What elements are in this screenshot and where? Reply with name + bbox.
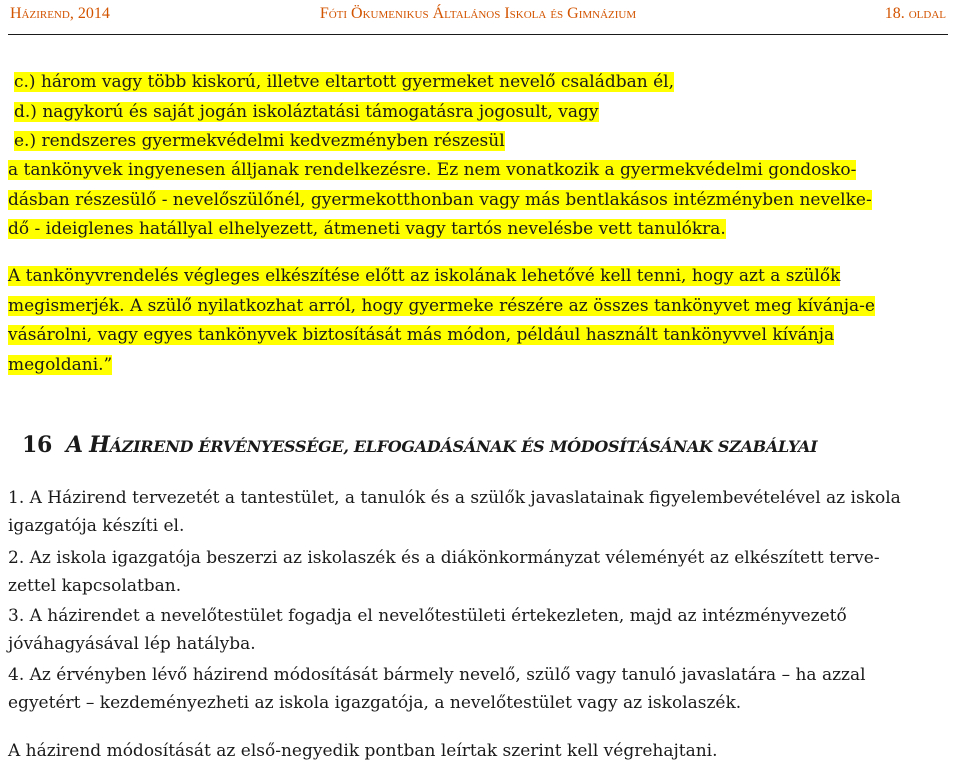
page-header <box>8 0 948 35</box>
item-4-line-1: 4. Az érvényben lévő házirend módosítását bármely nevelő, szülő vagy tanuló javaslatára – ha azzal <box>8 665 866 685</box>
p2-line-3: vásárolni, vagy egyes tankönyvek biztosítását más módon, például használt tankönyvvel kívánja <box>8 325 835 345</box>
header-school-name: Fóti Ökumenikus Általános Iskola és Gimnázium <box>319 5 637 22</box>
item-2-line-2: zettel kapcsolatban. <box>8 576 182 596</box>
item-2-line-1: 2. Az iskola igazgatója beszerzi az iskolaszék és a diákönkormányzat véleményét az elkészített terve- <box>8 548 880 568</box>
header-page-number: 18. oldal <box>884 5 946 22</box>
p1-line-2: d.) nagykorú és saját jogán iskoláztatási támogatásra jogosult, vagy <box>14 102 599 122</box>
section-number: 16 <box>22 432 53 458</box>
header-left: Házirend, 2014 <box>10 5 110 22</box>
p1-line-6: dő - ideiglenes hatállyal elhelyezett, átmeneti vagy tartós nevelésbe vett tanulókra. <box>8 219 726 239</box>
p1-line-5: dásban részesülő - nevelőszülőnél, gyermekotthonban vagy más bentlakásos intézményben nevelke- <box>8 190 872 210</box>
item-1-line-2: igazgatója készíti el. <box>8 516 185 536</box>
item-1-line-1: 1. A Házirend tervezetét a tantestület, a tanulók és a szülők javaslatainak figyelembevételével az iskola <box>8 488 901 508</box>
p1-line-1: c.) három vagy több kiskorú, illetve eltartott gyermeket nevelő családban él, <box>14 72 674 92</box>
section-title <box>22 432 817 458</box>
item-3-line-1: 3. A házirendet a nevelőtestület fogadja el nevelőtestületi értekezleten, majd az intézményvezető <box>8 606 847 626</box>
section-title-cap-h: H <box>89 432 110 458</box>
p2-line-2: megismerjék. A szülő nyilatkozhat arról, hogy gyermeke részére az összes tankönyvet meg kívánja-e <box>8 296 875 316</box>
p2-line-1: A tankönyvrendelés végleges elkészítése előtt az iskolának lehetővé kell tenni, hogy azt a szülők <box>8 266 841 286</box>
p1-line-3: e.) rendszeres gyermekvédelmi kedvezményben részesül <box>14 131 505 151</box>
p2-line-4: megoldani.” <box>8 355 113 375</box>
item-3-line-2: jóváhagyásával lép hatályba. <box>8 634 256 654</box>
p1-line-4: a tankönyvek ingyenesen álljanak rendelkezésre. Ez nem vonatkozik a gyermekvédelmi gondosko- <box>8 160 857 180</box>
section-title-rest: ÁZIREND ÉRVÉNYESSÉGE, ELFOGADÁSÁNAK ÉS MÓDOSÍTÁSÁNAK SZABÁLYAI <box>109 437 818 456</box>
item-4-line-2: egyetért – kezdeményezheti az iskola igazgatója, a nevelőtestület vagy az iskolaszék. <box>8 693 742 713</box>
section-title-cap-a: A <box>66 432 83 458</box>
closing-sentence: A házirend módosítását az első-negyedik pontban leírtak szerint kell végrehajtani. <box>8 741 718 761</box>
